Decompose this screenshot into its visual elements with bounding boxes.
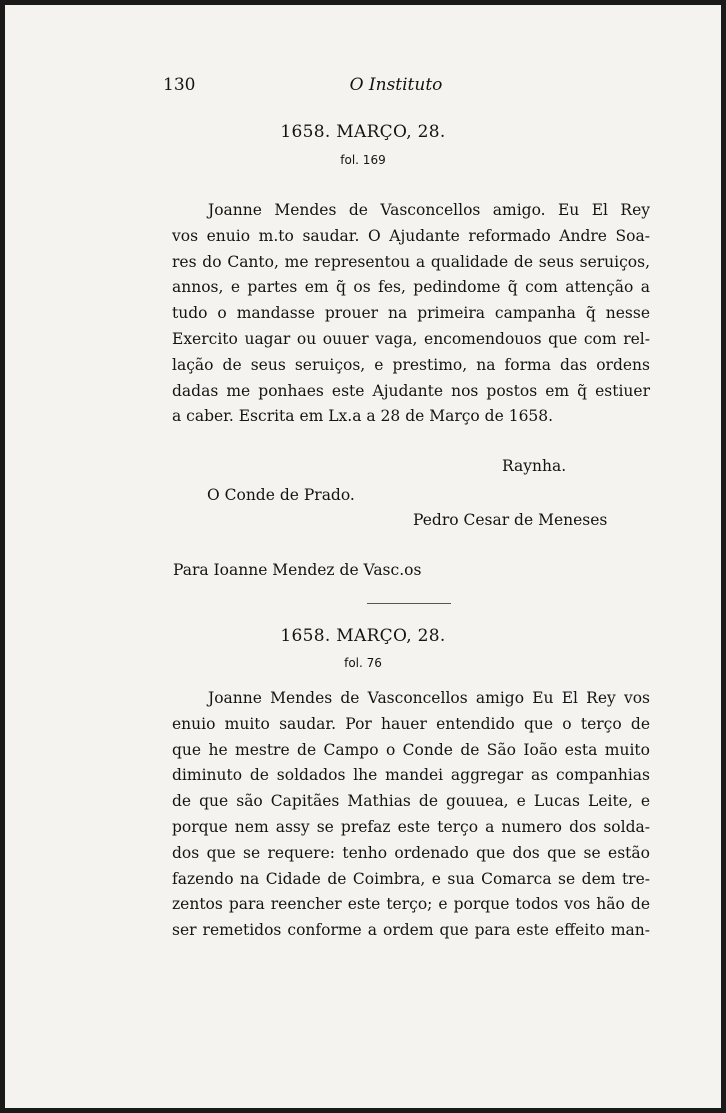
text-line: lação de seus seruiços, e prestimo, na forma das ordens	[172, 355, 650, 374]
text-line: vos enuio m.to saudar. O Ajudante reformado Andre Soa-	[172, 226, 650, 245]
letter1-secretary: Pedro Cesar de Meneses	[413, 511, 608, 529]
text-line: ser remetidos conforme a ordem que para este effeito man-	[172, 921, 650, 940]
text-line: dadas me ponhaes este Ajudante nos postos em q̃ estiuer	[172, 381, 650, 400]
text-line: annos, e partes em q̃ os fes, pedindome q̃ com attenção a	[172, 278, 650, 297]
letter2-folio: fol. 76	[344, 656, 382, 670]
text-line: dos que se requere: tenho ordenado que dos que se estão	[172, 843, 650, 862]
text-line: Exercito uagar ou ouuer vaga, encomendouos que com rel-	[172, 329, 650, 348]
letter1-address: Para Ioanne Mendez de Vasc.os	[173, 561, 422, 579]
letter1-signature: Raynha.	[502, 457, 567, 475]
running-title: O Instituto	[349, 75, 443, 95]
letter2-body	[172, 686, 650, 944]
letter1-date: 1658. MARÇO, 28.	[280, 122, 446, 142]
text-line: porque nem assy se prefaz este terço a numero dos solda-	[172, 817, 650, 836]
letter1-count: O Conde de Prado.	[207, 486, 355, 504]
text-line: de que são Capitães Mathias de gouuea, e Lucas Leite, e	[172, 792, 650, 811]
text-line: enuio muito saudar. Por hauer entendido que o terço de	[172, 714, 650, 733]
text-line: que he mestre de Campo o Conde de São Ioão esta muito	[172, 740, 650, 759]
letter1-body	[172, 198, 650, 430]
page-number: 130	[163, 75, 196, 95]
letter1-folio: fol. 169	[340, 153, 386, 167]
text-line: diminuto de soldados lhe mandei aggregar as companhias	[172, 766, 650, 785]
page-header	[5, 75, 721, 99]
text-line: zentos para reencher este terço; e porque todos vos hão de	[172, 895, 650, 914]
text-line: Joanne Mendes de Vasconcellos amigo. Eu El Rey	[208, 201, 650, 219]
letter2-date: 1658. MARÇO, 28.	[280, 626, 446, 646]
text-line: a caber. Escrita em Lx.a a 28 de Março de 1658.	[172, 407, 554, 426]
text-line: tudo o mandasse prouer na primeira campanha q̃ nesse	[172, 304, 650, 323]
text-line: res do Canto, me representou a qualidade de seus seruiços,	[172, 252, 650, 271]
section-divider	[367, 603, 451, 604]
text-line: fazendo na Cidade de Coimbra, e sua Comarca se dem tre-	[172, 869, 650, 888]
text-line: Joanne Mendes de Vasconcellos amigo Eu El Rey vos	[208, 689, 650, 707]
book-page	[5, 5, 721, 1108]
